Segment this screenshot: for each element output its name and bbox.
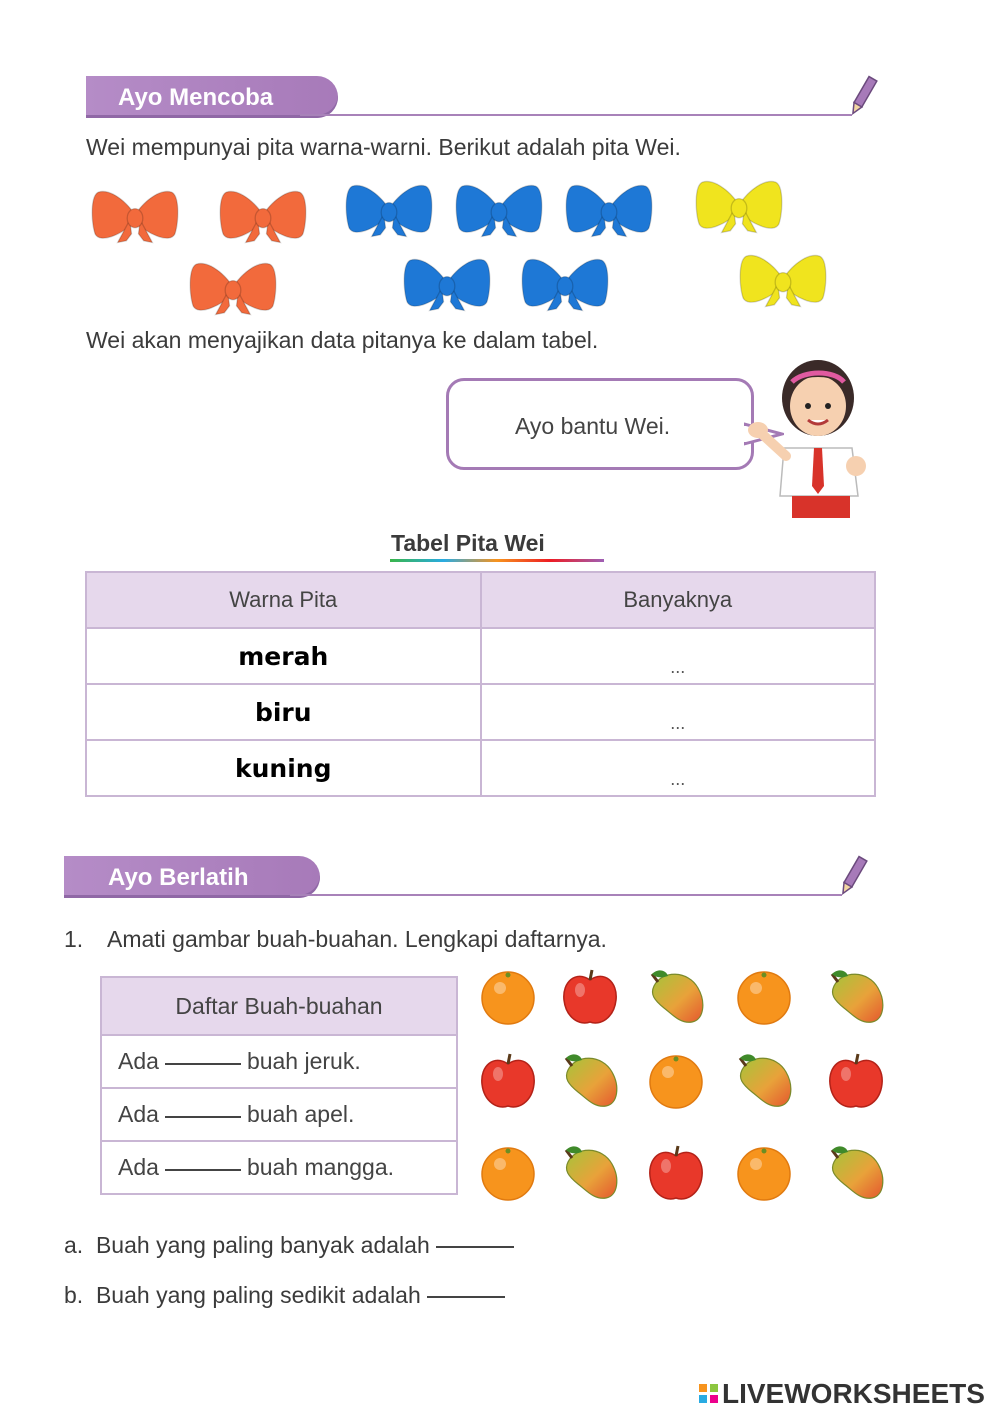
apple-fruit-icon: [476, 1048, 540, 1117]
sub-text: Buah yang paling banyak adalah: [95, 1232, 430, 1258]
row-post: buah apel.: [246, 1101, 355, 1127]
question-text: Amati gambar buah-buahan. Lengkapi daftarnya.: [107, 926, 607, 952]
orange-fruit-icon: [644, 1048, 708, 1117]
table-header-color: Warna Pita: [86, 572, 481, 628]
bubble-text: Ayo bantu Wei.: [515, 413, 671, 439]
answer-blank[interactable]: [436, 1246, 514, 1248]
orange-fruit-icon: [732, 964, 796, 1033]
table-header-count: Banyaknya: [481, 572, 876, 628]
sub-text: Buah yang paling sedikit adalah: [95, 1282, 421, 1308]
section-header-ayo-mencoba: [86, 76, 338, 118]
blue-ribbon-icon: [340, 174, 438, 245]
orange-fruit-icon: [732, 1140, 796, 1209]
logo-icon: [698, 1383, 720, 1405]
answer-field-color[interactable]: kuning: [235, 753, 332, 783]
answer-blank[interactable]: [165, 1063, 241, 1065]
yellow-ribbon-icon: [690, 170, 788, 241]
sub-label: a.: [64, 1232, 84, 1258]
mango-fruit-icon: [732, 1048, 796, 1117]
table-row: [86, 684, 875, 740]
red-ribbon-icon: [86, 180, 184, 251]
row-pre: Ada: [118, 1101, 159, 1127]
mango-fruit-icon: [824, 964, 888, 1033]
apple-fruit-icon: [558, 964, 622, 1033]
mango-fruit-icon: [644, 964, 708, 1033]
blue-ribbon-icon: [450, 174, 548, 245]
present-text: Wei akan menyajikan data pitanya ke dalam tabel.: [86, 327, 599, 353]
table-row: [101, 1141, 457, 1194]
orange-fruit-icon: [476, 1140, 540, 1209]
section-title: Ayo Mencoba: [118, 84, 274, 111]
fruit-list-table: [100, 976, 458, 1195]
blue-ribbon-icon: [398, 248, 496, 319]
blue-ribbon-icon: [560, 174, 658, 245]
answer-field-count[interactable]: ...: [670, 768, 686, 789]
table-title: Tabel Pita Wei: [391, 530, 545, 556]
watermark-text: LIVEWORKSHEETS: [722, 1378, 985, 1409]
section-title: Ayo Berlatih: [108, 864, 249, 891]
row-post: buah mangga.: [246, 1154, 395, 1180]
fruit-table-title: Daftar Buah-buahan: [101, 977, 457, 1035]
ribbon-data-table: [85, 571, 876, 797]
answer-field-count[interactable]: ...: [670, 656, 686, 677]
liveworksheets-logo: [698, 1378, 985, 1410]
pencil-icon: [838, 852, 868, 898]
mango-fruit-icon: [558, 1048, 622, 1117]
intro-text: Wei mempunyai pita warna-warni. Berikut adalah pita Wei.: [86, 134, 681, 160]
red-ribbon-icon: [184, 252, 282, 323]
table-row: [101, 1088, 457, 1141]
mango-fruit-icon: [824, 1140, 888, 1209]
girl-character-illustration: [740, 356, 875, 521]
sub-question-a: [64, 1232, 514, 1259]
row-pre: Ada: [118, 1048, 159, 1074]
section-underline: [300, 114, 852, 116]
speech-bubble: [446, 378, 754, 470]
sub-question-b: [64, 1282, 505, 1309]
question-number: 1.: [64, 926, 84, 952]
answer-blank[interactable]: [165, 1116, 241, 1118]
section-underline: [290, 894, 842, 896]
orange-fruit-icon: [476, 964, 540, 1033]
answer-field-color[interactable]: merah: [238, 641, 329, 671]
title-underline: [390, 559, 604, 562]
yellow-ribbon-icon: [734, 244, 832, 315]
pencil-icon: [848, 72, 878, 118]
table-row: [86, 740, 875, 796]
answer-field-color[interactable]: biru: [254, 697, 312, 727]
sub-label: b.: [64, 1282, 84, 1308]
red-ribbon-icon: [214, 180, 312, 251]
mango-fruit-icon: [558, 1140, 622, 1209]
apple-fruit-icon: [644, 1140, 708, 1209]
row-post: buah jeruk.: [246, 1048, 361, 1074]
answer-blank[interactable]: [427, 1296, 505, 1298]
row-pre: Ada: [118, 1154, 159, 1180]
section-header-ayo-berlatih: [64, 856, 320, 898]
apple-fruit-icon: [824, 1048, 888, 1117]
answer-blank[interactable]: [165, 1169, 241, 1171]
table-row: [86, 628, 875, 684]
blue-ribbon-icon: [516, 248, 614, 319]
table-row: [101, 1035, 457, 1088]
answer-field-count[interactable]: ...: [670, 712, 686, 733]
